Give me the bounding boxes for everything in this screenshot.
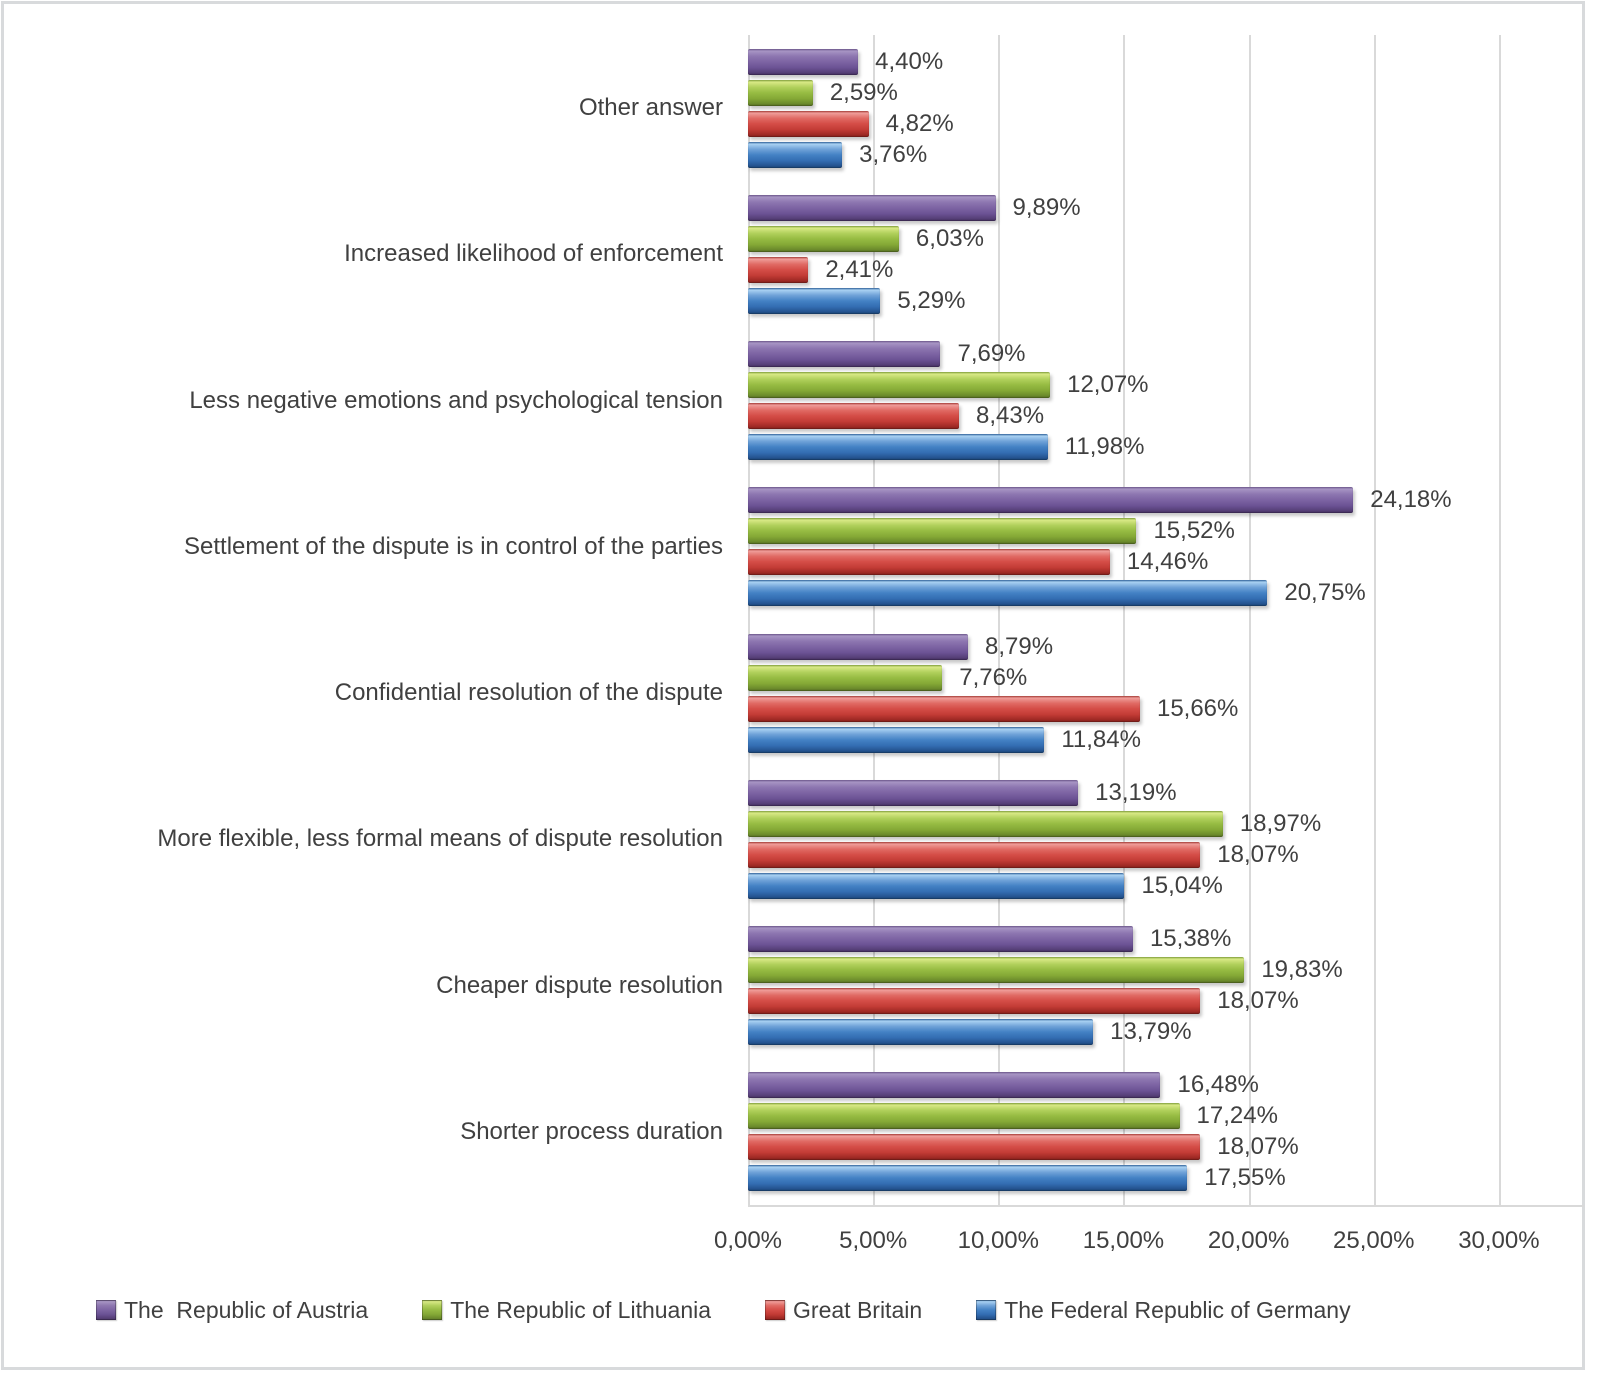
bars-layer (748, 35, 1584, 1205)
bar-austria (748, 780, 1078, 806)
bar-austria (748, 49, 858, 75)
bar-row (748, 634, 1584, 660)
bar-value-label: 17,24% (1196, 1102, 1278, 1130)
bar-value-label: 15,04% (1141, 871, 1223, 899)
bar-row (748, 518, 1584, 544)
bar-germany (748, 873, 1124, 899)
bar-row (748, 487, 1584, 513)
bar-germany (748, 288, 880, 314)
bar-value-label: 16,48% (1177, 1071, 1259, 1099)
bar-lithuania (748, 226, 899, 252)
bar-value-label: 11,84% (1061, 725, 1141, 753)
bar-austria (748, 195, 996, 221)
x-axis (713, 1227, 1584, 1263)
category-group (748, 913, 1584, 1059)
bar-value-label: 2,41% (825, 255, 894, 283)
bar-row (748, 288, 1584, 314)
legend (96, 1288, 1556, 1332)
bar-germany (748, 434, 1048, 460)
bar-value-label: 18,07% (1217, 987, 1299, 1015)
bar-row (748, 49, 1584, 75)
bar-value-label: 15,66% (1156, 694, 1239, 722)
bar-row (748, 434, 1584, 460)
legend-item-austria (96, 1297, 368, 1324)
bar-lithuania (748, 957, 1244, 983)
bar-value-label: 3,76% (859, 140, 928, 168)
bar-lithuania (748, 518, 1136, 544)
legend-label: The Republic of Austria (124, 1296, 369, 1323)
bar-value-label: 2,59% (829, 78, 898, 106)
bar-great-britain (748, 988, 1200, 1014)
category-label: Increased likelihood of enforcement (344, 240, 723, 268)
bar-value-label: 13,79% (1110, 1018, 1192, 1046)
bar-great-britain (748, 111, 869, 137)
bar-value-label: 11,98% (1064, 433, 1145, 461)
bar-germany (748, 1165, 1187, 1191)
bar-value-label: 7,69% (957, 340, 1026, 368)
legend-item-great-britain (765, 1297, 922, 1324)
bar-row (748, 727, 1584, 753)
bar-row (748, 780, 1584, 806)
legend-swatch-icon (422, 1300, 442, 1320)
x-axis-tick-label: 5,00% (839, 1227, 908, 1254)
bar-germany (748, 1019, 1093, 1045)
bar-germany (748, 727, 1044, 753)
x-axis-tick-label: 20,00% (1207, 1227, 1290, 1254)
bar-value-label: 15,38% (1149, 925, 1232, 953)
category-label: Confidential resolution of the dispute (334, 679, 723, 707)
legend-label: The Federal Republic of Germany (1004, 1296, 1351, 1323)
bar-great-britain (748, 257, 808, 283)
bar-value-label: 15,52% (1153, 517, 1235, 545)
x-axis-tick-label: 15,00% (1082, 1227, 1165, 1254)
bar-great-britain (748, 1134, 1200, 1160)
bar-row (748, 111, 1584, 137)
bar-germany (748, 580, 1267, 606)
bar-row (748, 195, 1584, 221)
bar-austria (748, 487, 1353, 513)
bar-great-britain (748, 549, 1110, 575)
bar-row (748, 1103, 1584, 1129)
bar-row (748, 988, 1584, 1014)
bar-row (748, 1019, 1584, 1045)
category-group (748, 1059, 1584, 1205)
legend-swatch-icon (976, 1300, 996, 1320)
bar-row (748, 926, 1584, 952)
bar-row (748, 580, 1584, 606)
plot-area (748, 35, 1584, 1207)
bar-value-label: 14,46% (1126, 548, 1209, 576)
bar-row (748, 403, 1584, 429)
bar-lithuania (748, 811, 1223, 837)
category-group (748, 35, 1584, 181)
x-axis-tick-label: 30,00% (1458, 1227, 1540, 1254)
bar-austria (748, 634, 968, 660)
bar-value-label: 24,18% (1370, 486, 1452, 514)
x-axis-tick-label: 10,00% (957, 1227, 1039, 1254)
category-label: Other answer (578, 94, 723, 122)
bar-value-label: 4,82% (885, 109, 954, 137)
bar-austria (748, 1072, 1160, 1098)
bar-row (748, 1072, 1584, 1098)
bar-value-label: 17,55% (1204, 1164, 1286, 1192)
legend-item-germany (976, 1297, 1350, 1324)
bar-great-britain (748, 696, 1140, 722)
bar-value-label: 18,07% (1217, 1133, 1299, 1161)
legend-item-lithuania (422, 1297, 711, 1324)
category-label: Settlement of the dispute is in control of the parties (184, 532, 723, 560)
category-label: More flexible, less formal means of dispute resolution (157, 825, 723, 853)
legend-swatch-icon (96, 1300, 116, 1320)
legend-label: The Republic of Lithuania (450, 1296, 712, 1323)
category-group (748, 620, 1584, 766)
bar-lithuania (748, 665, 942, 691)
bar-value-label: 7,76% (959, 663, 1028, 691)
bar-value-label: 6,03% (915, 224, 984, 252)
bar-row (748, 957, 1584, 983)
bar-value-label: 19,83% (1261, 956, 1343, 984)
bar-great-britain (748, 842, 1200, 868)
bar-lithuania (748, 80, 813, 106)
bar-row (748, 142, 1584, 168)
bar-row (748, 80, 1584, 106)
bar-row (748, 873, 1584, 899)
x-axis-tick-label: 0,00% (713, 1227, 783, 1254)
bar-value-label: 20,75% (1284, 579, 1366, 607)
bar-row (748, 257, 1584, 283)
bar-row (748, 341, 1584, 367)
bar-value-label: 5,29% (897, 286, 966, 314)
x-axis-tick-label: 25,00% (1333, 1227, 1415, 1254)
bar-austria (748, 341, 940, 367)
legend-swatch-icon (765, 1300, 785, 1320)
bar-germany (748, 142, 842, 168)
bar-row (748, 372, 1584, 398)
category-group (748, 766, 1584, 912)
category-label: Cheaper dispute resolution (436, 971, 723, 999)
bar-value-label: 13,19% (1095, 778, 1177, 806)
category-axis (12, 35, 723, 1205)
category-label: Shorter process duration (460, 1117, 723, 1145)
bar-row (748, 811, 1584, 837)
bar-row (748, 1134, 1584, 1160)
category-label: Less negative emotions and psychological tension (189, 386, 723, 414)
bar-row (748, 696, 1584, 722)
bar-value-label: 18,07% (1217, 840, 1299, 868)
bar-row (748, 549, 1584, 575)
bar-value-label: 4,40% (875, 47, 944, 75)
bar-lithuania (748, 372, 1050, 398)
category-group (748, 181, 1584, 327)
bar-row (748, 226, 1584, 252)
bar-value-label: 18,97% (1239, 809, 1322, 837)
bar-lithuania (748, 1103, 1180, 1129)
bar-value-label: 12,07% (1067, 371, 1149, 399)
bar-value-label: 9,89% (1012, 193, 1081, 221)
bar-row (748, 665, 1584, 691)
category-group (748, 474, 1584, 620)
legend-label: Great Britain (793, 1296, 923, 1323)
bar-row (748, 842, 1584, 868)
bar-value-label: 8,79% (985, 632, 1054, 660)
bar-great-britain (748, 403, 959, 429)
category-group (748, 328, 1584, 474)
bar-austria (748, 926, 1133, 952)
bar-value-label: 8,43% (976, 402, 1045, 430)
bar-row (748, 1165, 1584, 1191)
